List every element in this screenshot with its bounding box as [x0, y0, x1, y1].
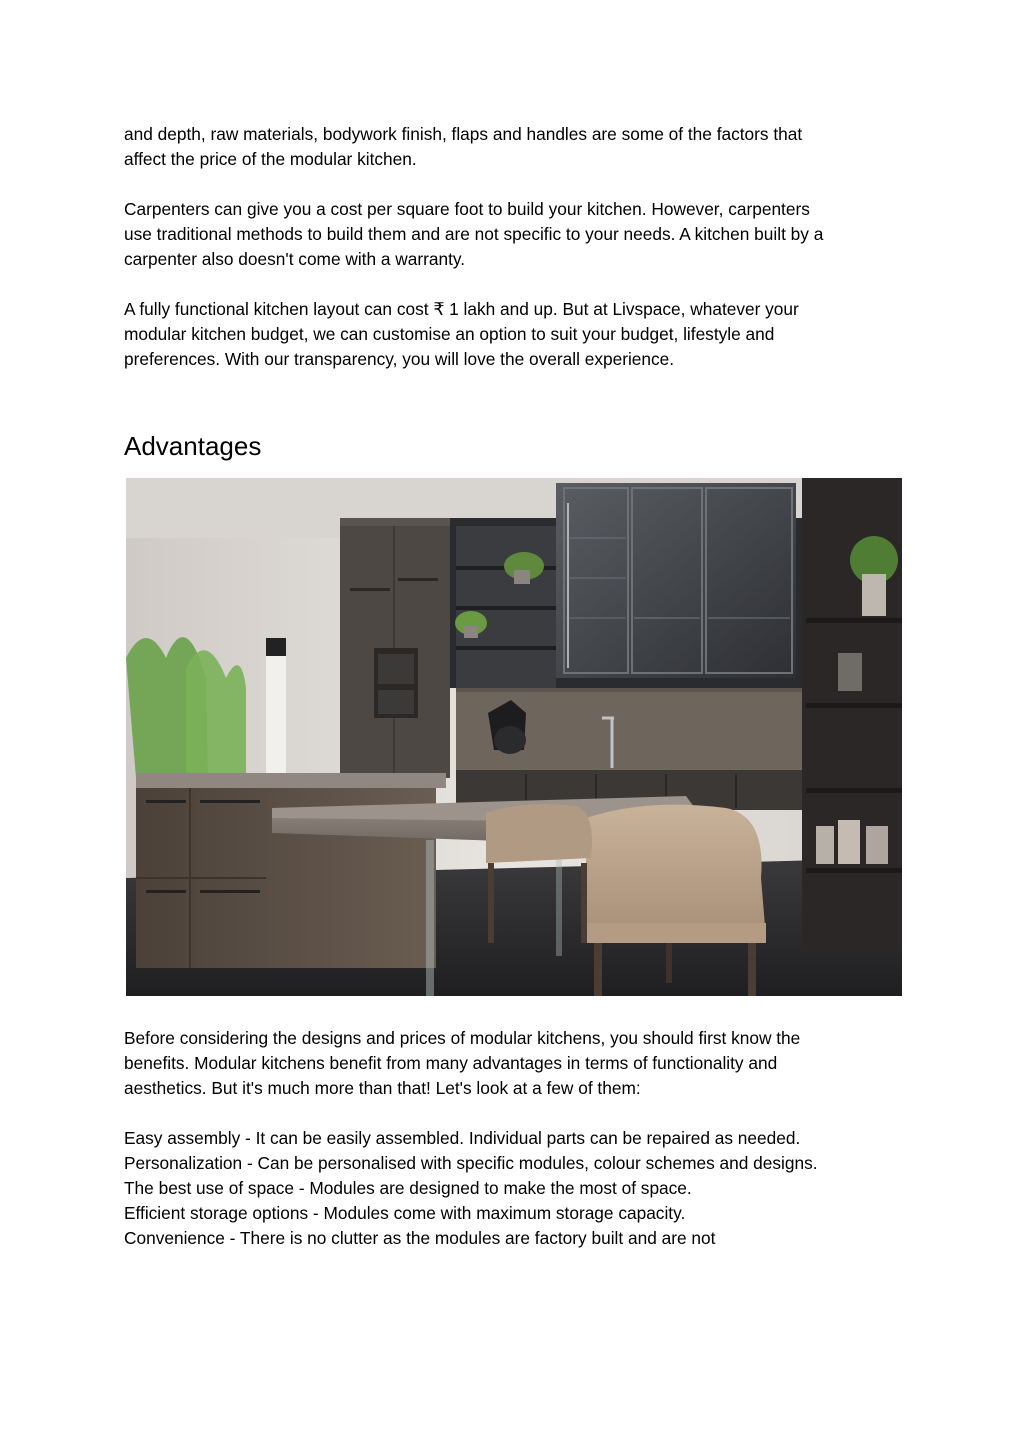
text-line: Before considering the designs and prices of modular kitchens, you should first know the: [124, 1028, 801, 1048]
benefit-item: The best use of space - Modules are designed to make the most of space.: [124, 1178, 692, 1198]
intro-paragraph: [124, 122, 914, 172]
benefit-item: Convenience - There is no clutter as the modules are factory built and are not: [124, 1228, 716, 1248]
benefit-item: Easy assembly - It can be easily assembled. Individual parts can be repaired as needed.: [124, 1128, 801, 1148]
text-line: carpenter also doesn't come with a warranty.: [124, 249, 466, 269]
benefits-intro-paragraph: [124, 1026, 914, 1101]
text-line: aesthetics. But it's much more than that! Let's look at a few of them:: [124, 1078, 641, 1098]
text-line: preferences. With our transparency, you will love the overall experience.: [124, 349, 675, 369]
benefit-item: Efficient storage options - Modules come with maximum storage capacity.: [124, 1203, 686, 1223]
benefits-list: [124, 1126, 914, 1251]
carpenters-paragraph: [124, 197, 914, 272]
text-line: affect the price of the modular kitchen.: [124, 149, 417, 169]
advantages-heading: Advantages: [124, 431, 262, 461]
cost-paragraph: [124, 297, 914, 372]
kitchen-illustration: [126, 478, 902, 996]
kitchen-photo: [126, 478, 902, 996]
text-line: Carpenters can give you a cost per square foot to build your kitchen. However, carpenters: [124, 199, 810, 219]
text-line: modular kitchen budget, we can customise an option to suit your budget, lifestyle and: [124, 324, 775, 344]
benefit-item: Personalization - Can be personalised with specific modules, colour schemes and designs.: [124, 1153, 818, 1173]
text-line: and depth, raw materials, bodywork finish, flaps and handles are some of the factors that: [124, 124, 803, 144]
text-line: A fully functional kitchen layout can cost ₹ 1 lakh and up. But at Livspace, whatever your: [124, 299, 799, 319]
text-line: benefits. Modular kitchens benefit from many advantages in terms of functionality and: [124, 1053, 778, 1073]
text-line: use traditional methods to build them and are not specific to your needs. A kitchen built by a: [124, 224, 824, 244]
